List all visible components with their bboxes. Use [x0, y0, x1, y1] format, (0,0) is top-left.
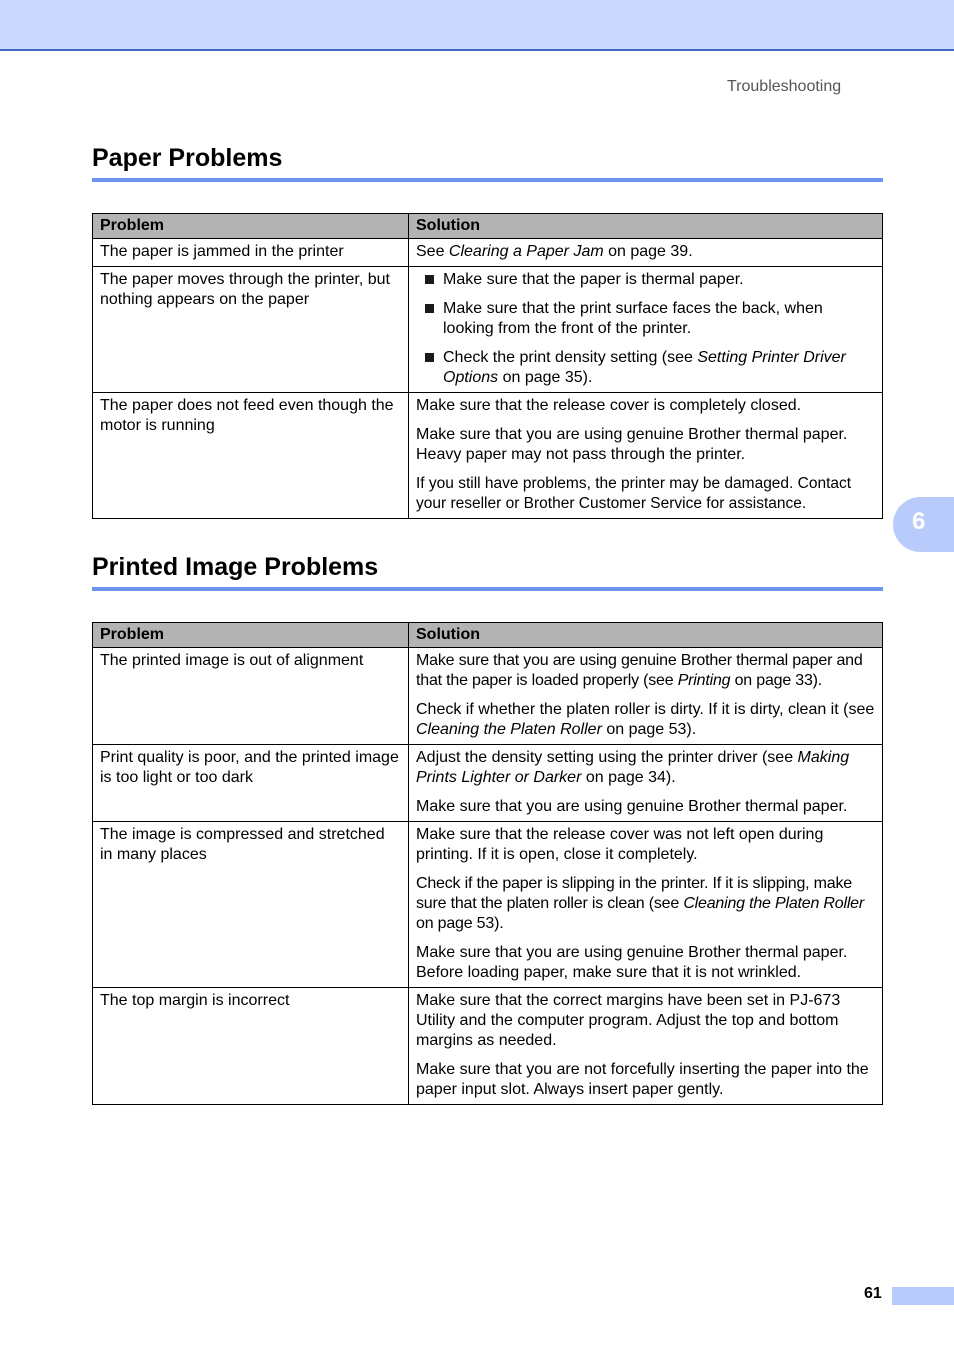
- problem-cell: Print quality is poor, and the printed image is too light or too dark: [93, 745, 409, 822]
- problem-cell: The printed image is out of alignment: [93, 648, 409, 745]
- bullet-item: Make sure that the print surface faces the back, when looking from the front of the printer.: [416, 299, 875, 339]
- column-header-problem: Problem: [93, 623, 409, 648]
- table-row: [93, 822, 883, 988]
- solution-cell: [409, 267, 883, 393]
- table-row: [93, 745, 883, 822]
- cross-reference: Clearing a Paper Jam: [448, 243, 604, 260]
- cross-reference: Making Prints Lighter or Darker: [416, 749, 850, 786]
- solution-paragraph: Check if whether the platen roller is dirty. If it is dirty, clean it (see Cleaning the Platen Roller on page 53).: [416, 701, 875, 738]
- solution-paragraph: Make sure that the release cover was not left open during printing. If it is open, close it completely.: [416, 826, 824, 863]
- table-row: [93, 988, 883, 1105]
- table-row: [93, 267, 883, 393]
- column-header-solution: Solution: [409, 214, 883, 239]
- cross-reference: Setting Printer Driver Options: [443, 349, 846, 386]
- table-header-row: [93, 623, 883, 648]
- solution-cell: [409, 239, 883, 267]
- chapter-number: 6: [912, 508, 926, 535]
- column-header-solution: Solution: [409, 623, 883, 648]
- page-number: 61: [864, 1285, 882, 1302]
- problem-cell: The paper moves through the printer, but nothing appears on the paper: [93, 267, 409, 393]
- bullet-item: Make sure that the paper is thermal paper.: [416, 270, 875, 290]
- bullet-item: Check the print density setting (see Setting Printer Driver Options on page 35).: [416, 348, 875, 388]
- solution-paragraph: If you still have problems, the printer may be damaged. Contact your reseller or Brother Customer Service for assistance.: [416, 475, 852, 512]
- table-row: [93, 648, 883, 745]
- solution-paragraph: Make sure that you are using genuine Brother thermal paper. Heavy paper may not pass through the printer.: [416, 426, 848, 463]
- page-footer-bar: [892, 1287, 954, 1305]
- solution-cell: [409, 745, 883, 822]
- problem-cell: The top margin is incorrect: [93, 988, 409, 1105]
- problem-cell: The paper is jammed in the printer: [93, 239, 409, 267]
- solution-cell: [409, 822, 883, 988]
- solution-paragraph: Make sure that the correct margins have been set in PJ-673 Utility and the computer program. Adjust the top and bottom margins as needed.: [416, 992, 841, 1049]
- section-rule: [92, 587, 883, 591]
- section-title-printed-image-problems: Printed Image Problems: [92, 553, 379, 581]
- table-header-row: [93, 214, 883, 239]
- solution-paragraph: See Clearing a Paper Jam on page 39.: [416, 243, 693, 260]
- top-header-band: [0, 0, 954, 51]
- solution-paragraph: Make sure that the release cover is completely closed.: [416, 397, 802, 414]
- cross-reference: Printing: [677, 672, 731, 689]
- cross-reference: Cleaning the Platen Roller: [683, 895, 865, 912]
- solution-cell: [409, 648, 883, 745]
- solution-paragraph: Make sure that you are using genuine Brother thermal paper.: [416, 798, 848, 815]
- solution-cell: [409, 393, 883, 519]
- solution-paragraph: Adjust the density setting using the printer driver (see Making Prints Lighter or Darker on page 34).: [416, 749, 850, 786]
- cross-reference: Cleaning the Platen Roller: [416, 721, 602, 738]
- section-rule: [92, 178, 883, 182]
- column-header-problem: Problem: [93, 214, 409, 239]
- printed-image-problems-table: [92, 622, 883, 1105]
- table-row: [93, 239, 883, 267]
- solution-bullet-list: [416, 270, 875, 388]
- chapter-tab: [893, 497, 954, 552]
- paper-problems-table: [92, 213, 883, 519]
- problem-cell: The paper does not feed even though the motor is running: [93, 393, 409, 519]
- square-bullet-icon: [425, 304, 434, 313]
- solution-paragraph: Make sure that you are using genuine Brother thermal paper and that the paper is loaded properly (see Printing on page 33).: [416, 652, 863, 689]
- problem-cell: The image is compressed and stretched in many places: [93, 822, 409, 988]
- solution-paragraph: Check if the paper is slipping in the printer. If it is slipping, make sure that the platen roller is clean (see Cleaning the Platen Roller on page 53).: [416, 875, 865, 932]
- square-bullet-icon: [425, 275, 434, 284]
- table-row: [93, 393, 883, 519]
- solution-paragraph: Make sure that you are using genuine Brother thermal paper. Before loading paper, make sure that it is not wrinkled.: [416, 944, 848, 981]
- solution-paragraph: Make sure that you are not forcefully inserting the paper into the paper input slot. Always insert paper gently.: [416, 1061, 869, 1098]
- solution-cell: [409, 988, 883, 1105]
- running-header: Troubleshooting: [727, 78, 842, 95]
- section-title-paper-problems: Paper Problems: [92, 144, 283, 172]
- square-bullet-icon: [425, 353, 434, 362]
